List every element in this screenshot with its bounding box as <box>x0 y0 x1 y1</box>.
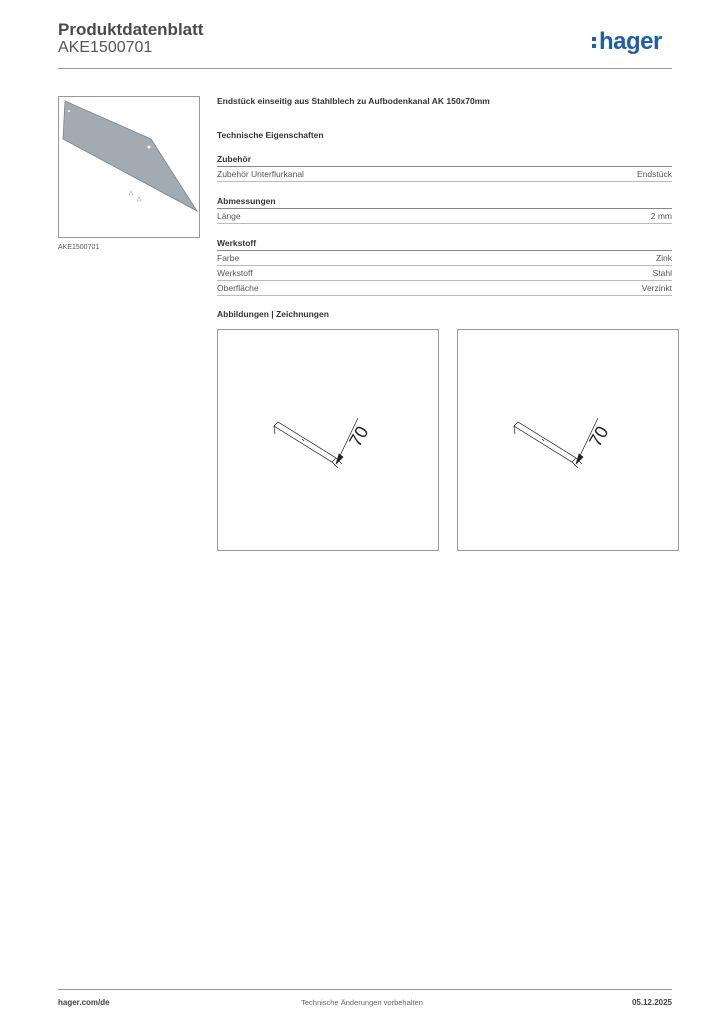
article-number: AKE1500701 <box>58 39 153 56</box>
technical-drawing-1 <box>217 329 439 551</box>
hager-logo <box>592 28 662 56</box>
footer-divider <box>58 989 672 990</box>
dimension-drawing-icon <box>458 330 678 550</box>
logo-dots-icon <box>592 34 597 51</box>
footer-website-link[interactable]: hager.com/de <box>58 998 110 1007</box>
row-label: Länge <box>217 211 241 221</box>
group-heading: Zubehör <box>217 154 672 167</box>
row-value: Stahl <box>652 268 672 278</box>
row-label: Farbe <box>217 253 240 263</box>
technical-drawing-2 <box>457 329 679 551</box>
header-divider <box>58 68 672 69</box>
images-title: Abbildungen | Zeichnungen <box>217 309 329 319</box>
table-row <box>217 281 672 296</box>
product-details <box>217 96 672 296</box>
row-label: Zubehör Unterflurkanal <box>217 169 304 179</box>
group-heading: Abmessungen <box>217 196 672 209</box>
footer-disclaimer: Technische Änderungen vorbehalten <box>301 998 423 1007</box>
row-label: Oberfläche <box>217 283 259 293</box>
dimension-drawing-icon <box>218 330 438 550</box>
group-werkstoff <box>217 238 672 296</box>
dimension-label: 70 <box>585 422 613 450</box>
product-title: Endstück einseitig aus Stahlblech zu Aufbodenkanal AK 150x70mm <box>217 96 490 106</box>
row-value: 2 mm <box>650 211 672 221</box>
table-row <box>217 251 672 266</box>
table-row <box>217 167 672 182</box>
logo-text: hager <box>599 28 662 55</box>
group-heading: Werkstoff <box>217 238 672 251</box>
table-row <box>217 266 672 281</box>
row-value: Verzinkt <box>641 283 672 293</box>
thumbnail-caption: AKE1500701 <box>58 244 100 251</box>
group-zubehoer <box>217 154 672 182</box>
product-thumbnail <box>58 96 200 238</box>
group-abmessungen <box>217 196 672 224</box>
row-value: Endstück <box>637 169 672 179</box>
footer-date: 05.12.2025 <box>631 998 672 1007</box>
section-title: Technische Eigenschaften <box>217 130 324 140</box>
dimension-label: 70 <box>345 422 373 450</box>
table-row <box>217 209 672 224</box>
row-value: Zink <box>655 253 672 263</box>
row-label: Werkstoff <box>217 268 253 278</box>
end-piece-product-image <box>59 97 199 237</box>
page-title: Produktdatenblatt <box>58 20 204 39</box>
